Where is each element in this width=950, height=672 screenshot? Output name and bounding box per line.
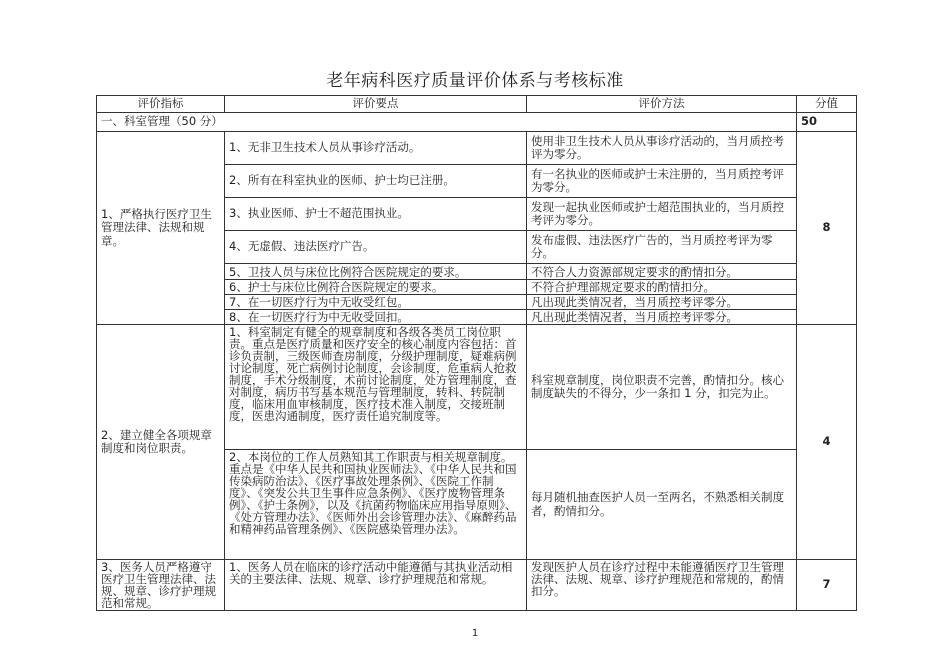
method-cell: 发现一起执业医师或护士超范围执业的，当月质控考评为零分。: [527, 198, 797, 231]
indicator-cell: 1、严格执行医疗卫生管理法律、法规和规章。: [97, 132, 225, 325]
point-cell: 6、护士与床位比例符合医院规定的要求。: [225, 280, 527, 295]
indicator-cell: 2、建立健全各项规章制度和岗位职责。: [97, 325, 225, 560]
point-cell: 2、本岗位的工作人员熟知其工作职责与相关规章制度。重点是《中华人民共和国执业医师法》、《中华人民共和国传染病防治法》、《医疗事故处理条例》、《医院工作制度》、《突发公共卫生事件应急条例》、《医疗废物管理条例》、《护士条例》，以及《抗菌药物临床应用指导原则》、《处方管理办法》、《医师外出会诊管理办法》、《麻醉药品和精神药品管理条例》、《医院感染管理办法》。: [225, 450, 527, 560]
method-cell: 发布虚假、违法医疗广告的，当月质控考评为零分。: [527, 231, 797, 264]
header-indicator: 评价指标: [97, 96, 225, 113]
method-cell: 科室规章制度，岗位职责不完善，酌情扣分。核心制度缺失的不得分，少一条扣 1 分，扣完为止。: [527, 325, 797, 450]
score-cell: 7: [797, 560, 857, 611]
evaluation-table: [96, 95, 857, 611]
header-score: 分值: [797, 96, 857, 113]
table-row: [97, 325, 857, 450]
section-label: 一、科室管理（50 分）: [97, 113, 797, 132]
point-cell: 1、无非卫生技术人员从事诊疗活动。: [225, 132, 527, 165]
section-score: 50: [797, 113, 857, 132]
header-row: [97, 96, 857, 113]
method-cell: 不符合人力资源部规定要求的酌情扣分。: [527, 264, 797, 280]
page-number: 1: [471, 628, 479, 639]
point-cell: 3、执业医师、护士不超范围执业。: [225, 198, 527, 231]
score-cell: 4: [797, 325, 857, 560]
point-cell: 1、医务人员在临床的诊疗活动中能遵循与其执业活动相关的主要法律、法规、规章、诊疗护理规范和常规。: [225, 560, 527, 611]
method-cell: 每月随机抽查医护人员一至两名，不熟悉相关制度者，酌情扣分。: [527, 450, 797, 560]
point-cell: 7、在一切医疗行为中无收受红包。: [225, 295, 527, 310]
point-cell: 8、在一切医疗行为中无收受回扣。: [225, 310, 527, 325]
header-points: 评价要点: [225, 96, 527, 113]
table-row: [97, 560, 857, 611]
section-row: [97, 113, 857, 132]
method-cell: 不符合护理部规定要求的酌情扣分。: [527, 280, 797, 295]
point-cell: 2、所有在科室执业的医师、护士均已注册。: [225, 165, 527, 198]
document-title: 老年病科医疗质量评价体系与考核标准: [326, 71, 624, 91]
score-cell: 8: [797, 132, 857, 325]
table-row: [97, 132, 857, 165]
point-cell: 5、卫技人员与床位比例符合医院规定的要求。: [225, 264, 527, 280]
point-cell: 4、无虚假、违法医疗广告。: [225, 231, 527, 264]
indicator-cell: 3、医务人员严格遵守医疗卫生管理法律、法规、规章、诊疗护理规范和常规。: [97, 560, 225, 611]
method-cell: 发现医护人员在诊疗过程中未能遵循医疗卫生管理法律、法规、规章、诊疗护理规范和常规的，酌情扣分。: [527, 560, 797, 611]
method-cell: 使用非卫生技术人员从事诊疗活动的，当月质控考评为零分。: [527, 132, 797, 165]
method-cell: 有一名执业的医师或护士未注册的，当月质控考评为零分。: [527, 165, 797, 198]
method-cell: 凡出现此类情况者，当月质控考评零分。: [527, 310, 797, 325]
method-cell: 凡出现此类情况者，当月质控考评零分。: [527, 295, 797, 310]
point-cell: 1、科室制定有健全的规章制度和各级各类员工岗位职责。重点是医疗质量和医疗安全的核心制度内容包括：首诊负责制，三级医师查房制度，分级护理制度，疑难病例讨论制度，死亡病例讨论制度，会诊制度，危重病人抢救制度，手术分级制度，术前讨论制度，处方管理制度，查对制度，病历书写基本规范与管理制度，转科、转院制度，临床用血审核制度，医疗技术准入制度，交接班制度，医患沟通制度，医疗责任追究制度等。: [225, 325, 527, 450]
header-method: 评价方法: [527, 96, 797, 113]
